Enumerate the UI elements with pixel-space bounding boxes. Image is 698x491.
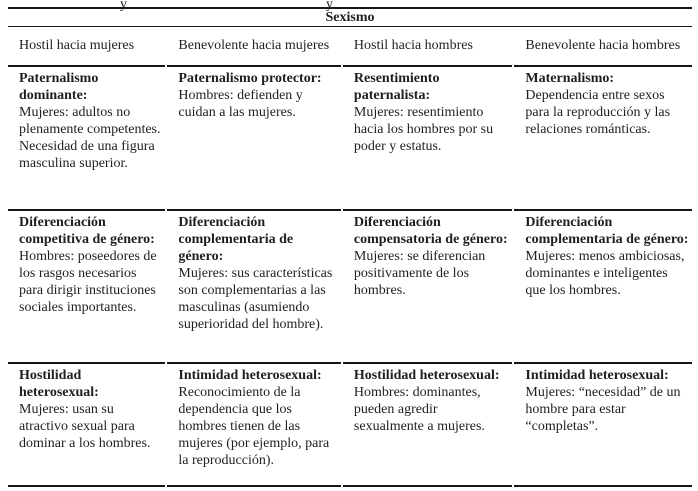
cell-description: Mujeres: sus características son complementarias a las masculinas (asumiendo superioridad del hombre). (178, 266, 333, 332)
sexism-types-table (6, 0, 694, 487)
cell-term: Diferenciación competitiva de género: (19, 215, 155, 247)
cell-term: Hostilidad heterosexual: (353, 368, 500, 383)
cell-term: Resentimiento paternalista: (353, 71, 440, 103)
table-cell (167, 364, 341, 487)
table-row-diferenciacion (8, 211, 692, 364)
cropped-text-remnant: y (326, 0, 333, 12)
cell-term: Paternalismo protector: (178, 71, 322, 86)
table-cell (8, 211, 165, 364)
table-cell (8, 364, 165, 487)
table-cell (343, 364, 513, 487)
cell-description: Mujeres: adultos no plenamente competentes. Necesidad de una figura masculina superior. (19, 105, 161, 171)
cell-term: Intimidad heterosexual: (178, 368, 322, 383)
table-cell (514, 364, 692, 487)
cell-description: Mujeres: menos ambiciosas, dominantes e inteligentes que los hombres. (525, 249, 685, 298)
cell-term: Maternalismo: (525, 71, 615, 86)
cell-description: Hombres: defienden y cuidan a las mujeres. (178, 88, 303, 120)
cell-term: Hostilidad heterosexual: (19, 368, 99, 400)
column-header-benevolente-hombres: Benevolente hacia hombres (514, 27, 692, 67)
table-cell (514, 211, 692, 364)
cropped-text-remnant: y (120, 0, 127, 12)
cell-term: Intimidad heterosexual: (525, 368, 669, 383)
table-row-paternalismo (8, 67, 692, 211)
cell-term: Diferenciación compensatoria de género: (353, 215, 508, 247)
column-header-row (8, 27, 692, 67)
cell-description: Mujeres: usan su atractivo sexual para dominar a los hombres. (19, 402, 151, 451)
cell-description: Mujeres: “necesidad” de un hombre para estar “completas”. (525, 385, 681, 434)
cell-term: Diferenciación complementaria de género: (525, 215, 689, 247)
column-header-benevolente-mujeres: Benevolente hacia mujeres (167, 27, 341, 67)
cell-term: Paternalismo dominante: (19, 71, 99, 103)
table-cell (343, 211, 513, 364)
table-cell (8, 67, 165, 211)
cell-description: Dependencia entre sexos para la reproducción y las relaciones románticas. (525, 88, 671, 137)
table-row-heterosexualidad (8, 364, 692, 487)
cell-term: Diferenciación complementaria de género: (178, 215, 294, 264)
column-header-hostil-mujeres: Hostil hacia mujeres (8, 27, 165, 67)
cell-description: Hombres: poseedores de los rasgos necesarios para dirigir instituciones sociales importantes. (19, 249, 157, 315)
table-title: Sexismo (8, 7, 692, 27)
cell-description: Mujeres: resentimiento hacia los hombres por su poder y estatus. (353, 105, 494, 154)
column-header-hostil-hombres: Hostil hacia hombres (343, 27, 513, 67)
cell-description: Hombres: dominantes, pueden agredir sexualmente a mujeres. (353, 385, 485, 434)
cell-description: Reconocimiento de la dependencia que los hombres tienen de las mujeres (por ejemplo, para la reproducción). (178, 385, 330, 468)
table-cell (514, 67, 692, 211)
table-cell (167, 67, 341, 211)
table-cell (343, 67, 513, 211)
table-cell (167, 211, 341, 364)
cell-description: Mujeres: se diferencian positivamente de los hombres. (353, 249, 486, 298)
table-title-row (8, 7, 692, 27)
